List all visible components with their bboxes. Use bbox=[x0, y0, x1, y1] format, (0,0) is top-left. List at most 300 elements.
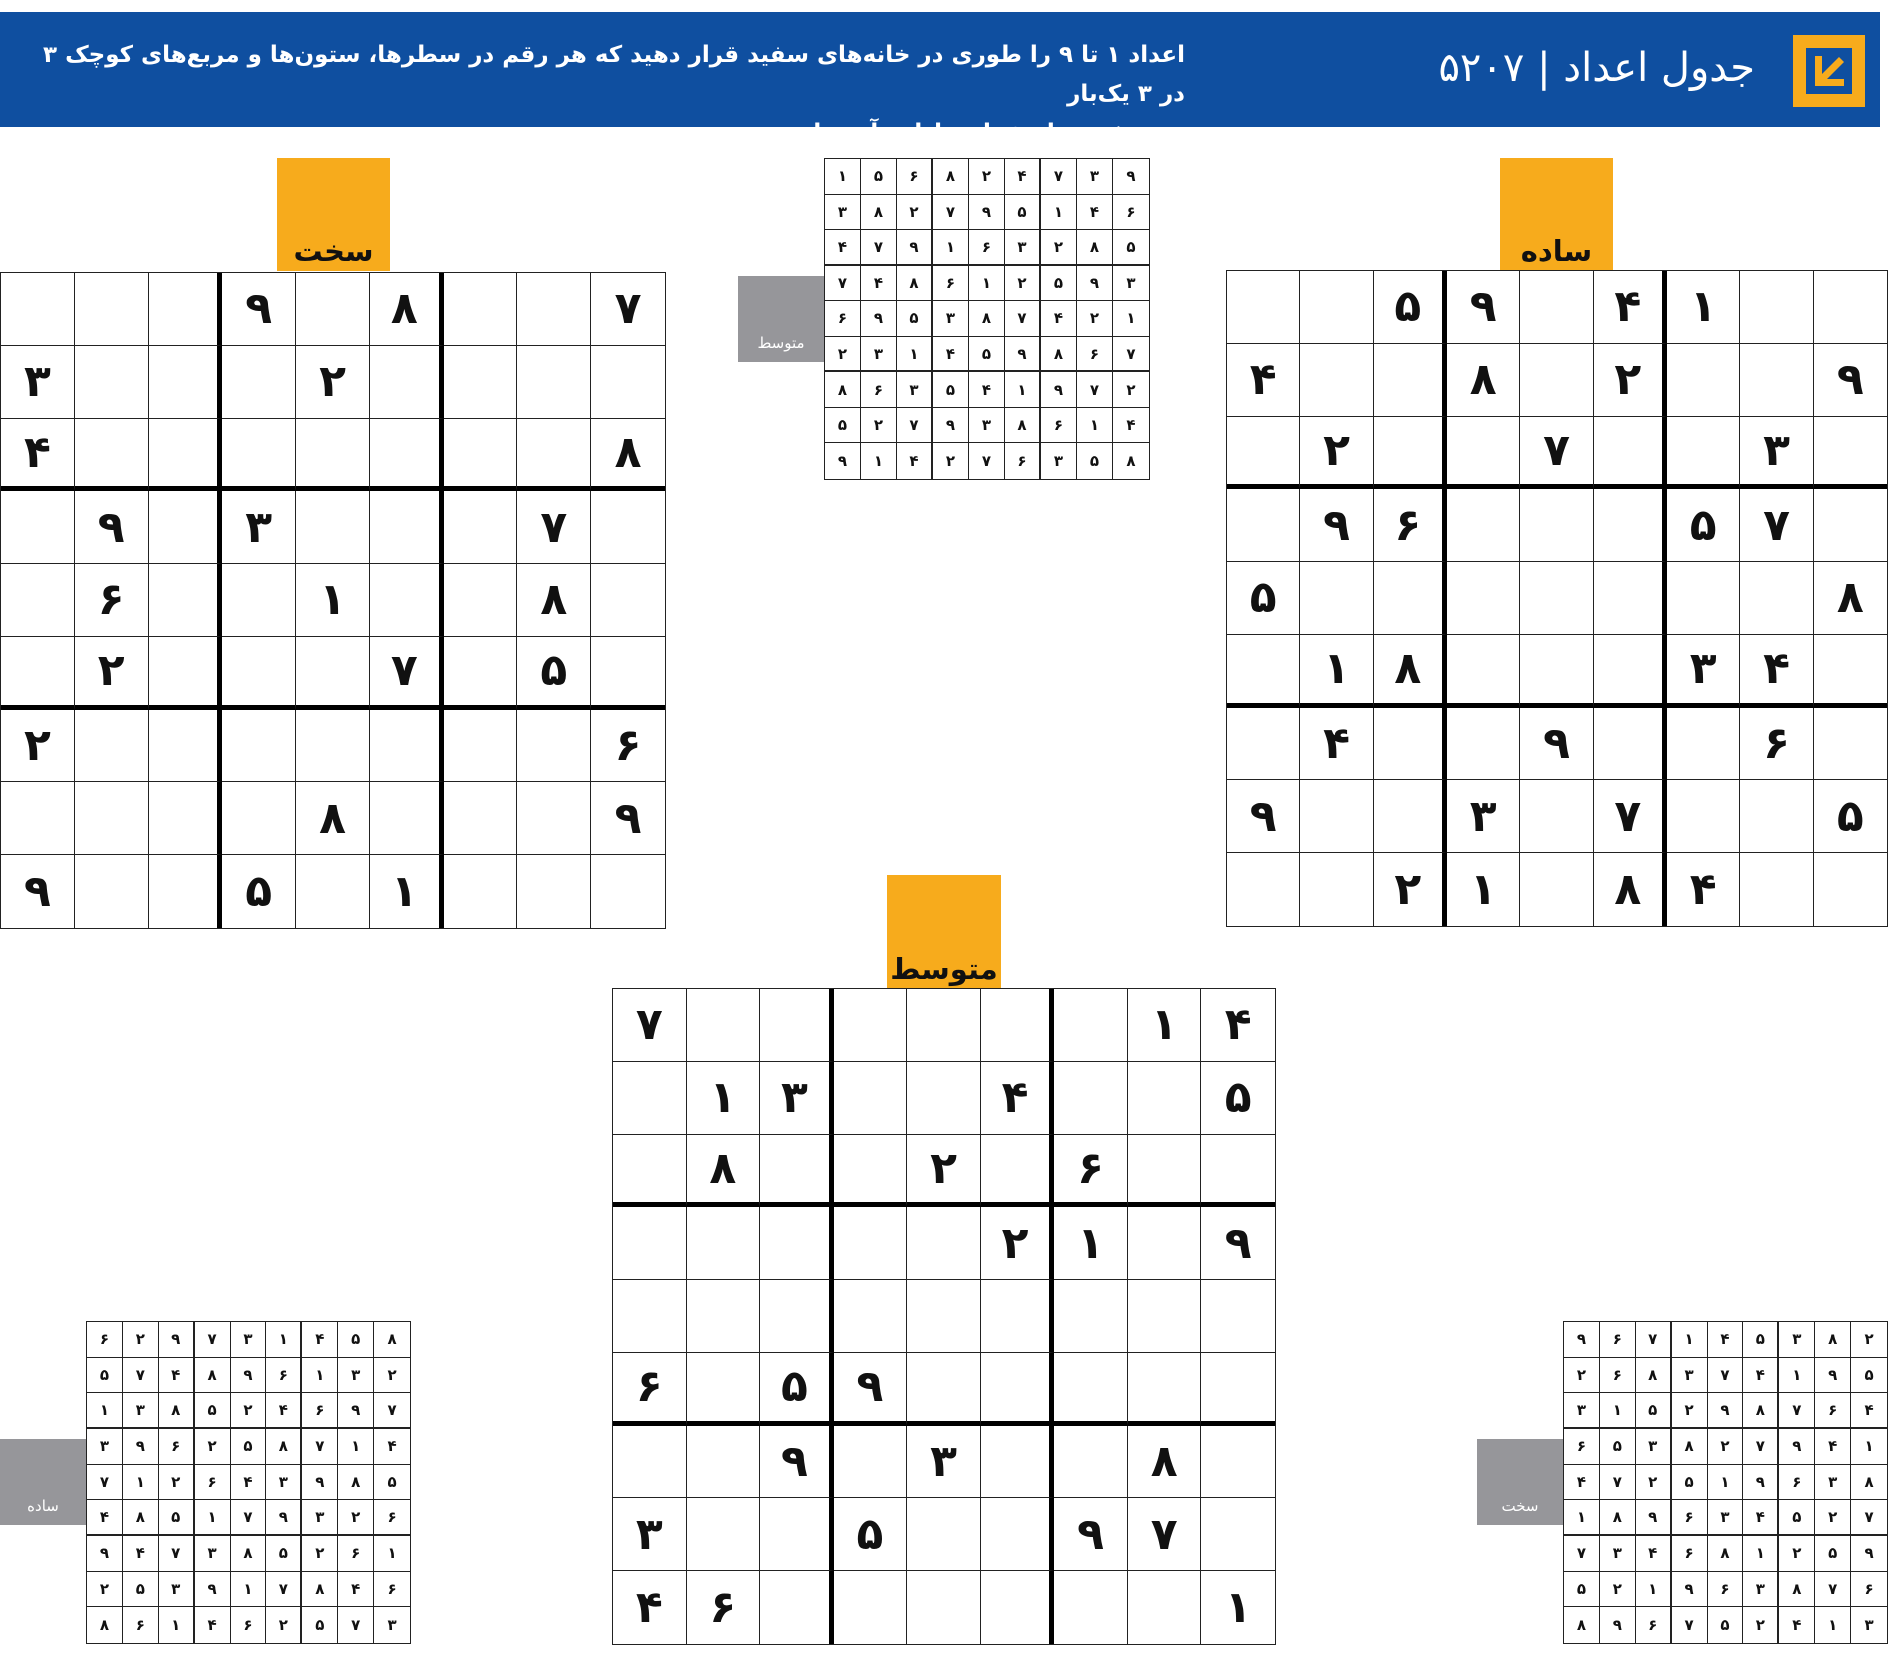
cell[interactable] bbox=[1227, 853, 1300, 926]
cell[interactable] bbox=[1300, 780, 1373, 853]
cell[interactable]: ۹ bbox=[1447, 271, 1520, 344]
cell[interactable] bbox=[1520, 635, 1593, 708]
cell[interactable]: ۷ bbox=[517, 491, 591, 564]
cell[interactable]: ۷ bbox=[370, 637, 444, 710]
cell[interactable] bbox=[1128, 1571, 1202, 1644]
cell[interactable] bbox=[1128, 1135, 1202, 1208]
cell[interactable]: ۲ bbox=[1594, 344, 1667, 417]
cell[interactable] bbox=[1667, 708, 1740, 781]
cell[interactable]: ۶ bbox=[613, 1353, 687, 1426]
cell[interactable]: ۶ bbox=[75, 564, 149, 637]
cell[interactable] bbox=[149, 346, 223, 419]
cell[interactable]: ۸ bbox=[1374, 635, 1447, 708]
cell: ۴ bbox=[897, 443, 933, 479]
cell: ۶ bbox=[159, 1429, 195, 1465]
cell[interactable] bbox=[1740, 853, 1813, 926]
cell[interactable]: ۳ bbox=[907, 1426, 981, 1499]
cell[interactable] bbox=[370, 782, 444, 855]
cell: ۳ bbox=[1077, 159, 1113, 195]
cell[interactable]: ۸ bbox=[370, 273, 444, 346]
cell[interactable] bbox=[1054, 1426, 1128, 1499]
cell[interactable] bbox=[1, 491, 75, 564]
cell[interactable] bbox=[370, 710, 444, 783]
cell[interactable]: ۹ bbox=[1227, 780, 1300, 853]
cell[interactable]: ۲ bbox=[75, 637, 149, 710]
cell: ۵ bbox=[374, 1465, 410, 1501]
cell[interactable]: ۳ bbox=[1740, 417, 1813, 490]
cell[interactable] bbox=[981, 989, 1055, 1062]
cell[interactable]: ۴ bbox=[1, 419, 75, 492]
cell[interactable] bbox=[444, 273, 518, 346]
cell[interactable]: ۹ bbox=[1300, 489, 1373, 562]
cell[interactable] bbox=[149, 855, 223, 928]
cell[interactable] bbox=[1740, 271, 1813, 344]
cell[interactable] bbox=[517, 782, 591, 855]
cell[interactable] bbox=[296, 491, 370, 564]
cell[interactable] bbox=[1128, 1280, 1202, 1353]
cell[interactable] bbox=[834, 1062, 908, 1135]
cell[interactable]: ۷ bbox=[1740, 489, 1813, 562]
cell[interactable] bbox=[1128, 1207, 1202, 1280]
cell[interactable]: ۱ bbox=[1667, 271, 1740, 344]
cell[interactable] bbox=[981, 1426, 1055, 1499]
cell: ۵ bbox=[1564, 1572, 1600, 1608]
cell[interactable] bbox=[907, 1353, 981, 1426]
cell[interactable] bbox=[1814, 417, 1887, 490]
cell[interactable]: ۶ bbox=[1374, 489, 1447, 562]
cell: ۳ bbox=[1636, 1429, 1672, 1465]
cell[interactable] bbox=[907, 989, 981, 1062]
cell[interactable] bbox=[517, 419, 591, 492]
cell[interactable]: ۱ bbox=[1128, 989, 1202, 1062]
cell[interactable] bbox=[1054, 1571, 1128, 1644]
cell: ۵ bbox=[1851, 1358, 1887, 1394]
cell[interactable] bbox=[149, 710, 223, 783]
cell[interactable]: ۴ bbox=[1227, 344, 1300, 417]
cell[interactable]: ۴ bbox=[1740, 635, 1813, 708]
cell[interactable]: ۲ bbox=[1374, 853, 1447, 926]
cell[interactable] bbox=[149, 419, 223, 492]
cell[interactable] bbox=[1374, 562, 1447, 635]
cell: ۶ bbox=[231, 1607, 267, 1643]
cell[interactable]: ۲ bbox=[907, 1135, 981, 1208]
cell[interactable]: ۴ bbox=[1594, 271, 1667, 344]
cell[interactable] bbox=[981, 1498, 1055, 1571]
cell[interactable]: ۲ bbox=[1, 710, 75, 783]
cell: ۹ bbox=[1672, 1572, 1708, 1608]
cell[interactable] bbox=[613, 1135, 687, 1208]
cell: ۵ bbox=[1005, 195, 1041, 231]
cell[interactable] bbox=[613, 1062, 687, 1135]
cell: ۸ bbox=[825, 372, 861, 408]
cell[interactable]: ۷ bbox=[591, 273, 665, 346]
cell[interactable] bbox=[1740, 344, 1813, 417]
cell[interactable]: ۵ bbox=[1201, 1062, 1275, 1135]
cell[interactable] bbox=[687, 1280, 761, 1353]
cell: ۴ bbox=[1564, 1465, 1600, 1501]
cell[interactable] bbox=[1, 637, 75, 710]
cell[interactable]: ۸ bbox=[517, 564, 591, 637]
cell[interactable] bbox=[687, 1353, 761, 1426]
cell[interactable] bbox=[1740, 780, 1813, 853]
cell[interactable] bbox=[149, 637, 223, 710]
cell[interactable] bbox=[1054, 1353, 1128, 1426]
cell: ۵ bbox=[1113, 230, 1149, 266]
cell: ۴ bbox=[159, 1358, 195, 1394]
cell[interactable] bbox=[444, 491, 518, 564]
cell[interactable] bbox=[296, 637, 370, 710]
cell[interactable]: ۱ bbox=[1447, 853, 1520, 926]
cell[interactable]: ۹ bbox=[1054, 1498, 1128, 1571]
cell[interactable]: ۹ bbox=[1814, 344, 1887, 417]
cell: ۶ bbox=[266, 1358, 302, 1394]
cell: ۲ bbox=[374, 1358, 410, 1394]
solution-medium bbox=[824, 158, 1150, 480]
cell[interactable]: ۹ bbox=[1520, 708, 1593, 781]
solution-easy bbox=[86, 1321, 411, 1644]
cell[interactable]: ۸ bbox=[1594, 853, 1667, 926]
cell[interactable] bbox=[1201, 1280, 1275, 1353]
cell[interactable] bbox=[149, 782, 223, 855]
cell[interactable] bbox=[1447, 489, 1520, 562]
cell[interactable] bbox=[296, 273, 370, 346]
cell[interactable]: ۳ bbox=[1447, 780, 1520, 853]
cell[interactable] bbox=[981, 1135, 1055, 1208]
cell[interactable]: ۳ bbox=[760, 1062, 834, 1135]
cell[interactable] bbox=[1814, 635, 1887, 708]
cell[interactable] bbox=[591, 346, 665, 419]
cell[interactable]: ۸ bbox=[1814, 562, 1887, 635]
cell[interactable] bbox=[1300, 562, 1373, 635]
cell[interactable]: ۴ bbox=[613, 1571, 687, 1644]
cell[interactable] bbox=[1300, 344, 1373, 417]
cell[interactable] bbox=[75, 419, 149, 492]
cell[interactable] bbox=[981, 1353, 1055, 1426]
cell[interactable] bbox=[760, 1207, 834, 1280]
cell[interactable] bbox=[1520, 271, 1593, 344]
cell[interactable] bbox=[444, 564, 518, 637]
cell[interactable] bbox=[1667, 417, 1740, 490]
cell[interactable]: ۴ bbox=[1300, 708, 1373, 781]
cell[interactable] bbox=[222, 637, 296, 710]
cell[interactable] bbox=[1447, 562, 1520, 635]
cell[interactable]: ۳ bbox=[613, 1498, 687, 1571]
cell[interactable]: ۴ bbox=[1667, 853, 1740, 926]
cell[interactable] bbox=[1594, 489, 1667, 562]
cell[interactable] bbox=[444, 419, 518, 492]
cell[interactable] bbox=[760, 1135, 834, 1208]
cell[interactable] bbox=[1054, 1280, 1128, 1353]
cell[interactable] bbox=[1667, 344, 1740, 417]
cell[interactable] bbox=[981, 1280, 1055, 1353]
cell[interactable] bbox=[760, 1280, 834, 1353]
cell[interactable] bbox=[370, 419, 444, 492]
cell[interactable]: ۵ bbox=[1667, 489, 1740, 562]
cell[interactable] bbox=[907, 1571, 981, 1644]
cell[interactable] bbox=[444, 637, 518, 710]
cell[interactable] bbox=[149, 564, 223, 637]
cell[interactable] bbox=[981, 1571, 1055, 1644]
cell[interactable]: ۵ bbox=[517, 637, 591, 710]
cell[interactable]: ۸ bbox=[1128, 1426, 1202, 1499]
cell[interactable]: ۸ bbox=[591, 419, 665, 492]
cell[interactable] bbox=[907, 1280, 981, 1353]
cell[interactable] bbox=[760, 989, 834, 1062]
cell[interactable]: ۹ bbox=[591, 782, 665, 855]
cell[interactable]: ۹ bbox=[1, 855, 75, 928]
cell[interactable]: ۵ bbox=[1374, 271, 1447, 344]
cell[interactable] bbox=[75, 855, 149, 928]
cell[interactable]: ۹ bbox=[222, 273, 296, 346]
cell[interactable] bbox=[760, 1498, 834, 1571]
cell[interactable]: ۹ bbox=[834, 1353, 908, 1426]
cell[interactable]: ۲ bbox=[296, 346, 370, 419]
cell[interactable] bbox=[149, 491, 223, 564]
cell[interactable] bbox=[591, 491, 665, 564]
cell[interactable] bbox=[1520, 562, 1593, 635]
cell: ۹ bbox=[266, 1500, 302, 1536]
cell[interactable] bbox=[75, 346, 149, 419]
cell[interactable] bbox=[613, 1280, 687, 1353]
cell[interactable]: ۹ bbox=[1201, 1207, 1275, 1280]
cell[interactable] bbox=[1227, 489, 1300, 562]
cell: ۲ bbox=[87, 1572, 123, 1608]
cell[interactable] bbox=[613, 1207, 687, 1280]
cell[interactable]: ۲ bbox=[981, 1207, 1055, 1280]
cell[interactable]: ۱ bbox=[370, 855, 444, 928]
cell: ۸ bbox=[1672, 1429, 1708, 1465]
cell[interactable] bbox=[1374, 780, 1447, 853]
cell: ۲ bbox=[231, 1393, 267, 1429]
cell: ۸ bbox=[969, 301, 1005, 337]
cell: ۵ bbox=[195, 1393, 231, 1429]
cell[interactable]: ۳ bbox=[1667, 635, 1740, 708]
cell[interactable] bbox=[1054, 1062, 1128, 1135]
cell: ۱ bbox=[1041, 195, 1077, 231]
cell[interactable]: ۶ bbox=[1740, 708, 1813, 781]
cell[interactable] bbox=[907, 1498, 981, 1571]
cell[interactable] bbox=[1447, 635, 1520, 708]
cell: ۶ bbox=[825, 301, 861, 337]
cell[interactable] bbox=[1201, 1135, 1275, 1208]
cell[interactable] bbox=[834, 989, 908, 1062]
cell[interactable] bbox=[834, 1571, 908, 1644]
cell: ۳ bbox=[302, 1500, 338, 1536]
cell[interactable] bbox=[370, 491, 444, 564]
cell[interactable]: ۲ bbox=[1300, 417, 1373, 490]
cell[interactable]: ۱ bbox=[1054, 1207, 1128, 1280]
cell[interactable] bbox=[1374, 344, 1447, 417]
header-bar bbox=[0, 12, 1880, 146]
cell[interactable] bbox=[1300, 271, 1373, 344]
cell: ۶ bbox=[1636, 1607, 1672, 1643]
cell: ۷ bbox=[374, 1393, 410, 1429]
cell[interactable]: ۷ bbox=[1520, 417, 1593, 490]
cell[interactable] bbox=[1227, 708, 1300, 781]
cell: ۳ bbox=[1779, 1322, 1815, 1358]
cell[interactable]: ۵ bbox=[1227, 562, 1300, 635]
cell[interactable] bbox=[149, 273, 223, 346]
cell[interactable]: ۶ bbox=[591, 710, 665, 783]
cell[interactable] bbox=[907, 1062, 981, 1135]
cell: ۷ bbox=[1743, 1429, 1779, 1465]
cell[interactable] bbox=[1201, 1353, 1275, 1426]
cell[interactable]: ۵ bbox=[222, 855, 296, 928]
cell[interactable]: ۹ bbox=[760, 1426, 834, 1499]
cell: ۳ bbox=[87, 1429, 123, 1465]
cell[interactable] bbox=[222, 782, 296, 855]
cell[interactable]: ۱ bbox=[1224, 1582, 1252, 1634]
cell[interactable] bbox=[907, 1207, 981, 1280]
cell[interactable]: ۳ bbox=[1, 346, 75, 419]
cell[interactable] bbox=[1201, 1498, 1275, 1571]
cell[interactable] bbox=[1520, 853, 1593, 926]
cell[interactable]: ۱ bbox=[296, 564, 370, 637]
cell: ۱ bbox=[1113, 301, 1149, 337]
cell[interactable] bbox=[444, 855, 518, 928]
cell: ۲ bbox=[338, 1500, 374, 1536]
cell: ۸ bbox=[1708, 1536, 1744, 1572]
cell[interactable] bbox=[834, 1426, 908, 1499]
cell[interactable] bbox=[1374, 708, 1447, 781]
cell[interactable]: ۵ bbox=[834, 1498, 908, 1571]
cell[interactable] bbox=[1520, 489, 1593, 562]
cell[interactable] bbox=[1227, 271, 1300, 344]
cell[interactable]: ۵ bbox=[760, 1353, 834, 1426]
cell[interactable] bbox=[1, 782, 75, 855]
cell[interactable]: ۴ bbox=[981, 1062, 1055, 1135]
cell[interactable] bbox=[444, 710, 518, 783]
cell[interactable] bbox=[1, 564, 75, 637]
cell[interactable] bbox=[1740, 562, 1813, 635]
cell: ۲ bbox=[1779, 1536, 1815, 1572]
cell[interactable] bbox=[222, 346, 296, 419]
cell[interactable]: ۸ bbox=[296, 782, 370, 855]
cell[interactable] bbox=[1520, 344, 1593, 417]
cell: ۶ bbox=[87, 1322, 123, 1358]
cell[interactable]: ۷ bbox=[1594, 780, 1667, 853]
cell[interactable] bbox=[1374, 417, 1447, 490]
cell[interactable] bbox=[1520, 780, 1593, 853]
cell[interactable] bbox=[834, 1280, 908, 1353]
cell[interactable] bbox=[370, 564, 444, 637]
cell[interactable] bbox=[1447, 708, 1520, 781]
cell[interactable] bbox=[1594, 708, 1667, 781]
cell: ۹ bbox=[1005, 337, 1041, 373]
cell[interactable] bbox=[687, 1498, 761, 1571]
cell: ۲ bbox=[1636, 1465, 1672, 1501]
cell[interactable] bbox=[75, 782, 149, 855]
cell[interactable] bbox=[1128, 1062, 1202, 1135]
cell[interactable] bbox=[517, 710, 591, 783]
cell: ۳ bbox=[897, 372, 933, 408]
cell[interactable] bbox=[1594, 635, 1667, 708]
cell[interactable] bbox=[444, 782, 518, 855]
cell: ۱ bbox=[1743, 1536, 1779, 1572]
cell[interactable] bbox=[296, 419, 370, 492]
cell[interactable] bbox=[591, 564, 665, 637]
cell[interactable] bbox=[1054, 989, 1128, 1062]
cell[interactable] bbox=[687, 1426, 761, 1499]
cell[interactable] bbox=[75, 273, 149, 346]
cell[interactable] bbox=[517, 273, 591, 346]
cell[interactable] bbox=[613, 1426, 687, 1499]
cell: ۴ bbox=[1779, 1607, 1815, 1643]
cell[interactable] bbox=[1814, 708, 1887, 781]
cell: ۳ bbox=[1743, 1572, 1779, 1608]
cell[interactable] bbox=[1667, 562, 1740, 635]
cell[interactable] bbox=[1814, 853, 1887, 926]
cell[interactable] bbox=[1667, 780, 1740, 853]
cell[interactable]: ۶ bbox=[687, 1571, 761, 1644]
cell[interactable] bbox=[1447, 417, 1520, 490]
cell: ۸ bbox=[1041, 337, 1077, 373]
cell[interactable] bbox=[222, 710, 296, 783]
cell[interactable] bbox=[834, 1135, 908, 1208]
cell: ۳ bbox=[1041, 443, 1077, 479]
cell: ۱ bbox=[159, 1607, 195, 1643]
cell[interactable] bbox=[687, 1207, 761, 1280]
cell[interactable] bbox=[296, 855, 370, 928]
cell[interactable] bbox=[296, 710, 370, 783]
cell[interactable] bbox=[1814, 489, 1887, 562]
cell[interactable]: ۸ bbox=[687, 1135, 761, 1208]
cell: ۴ bbox=[1851, 1393, 1887, 1429]
cell[interactable]: ۴ bbox=[1201, 989, 1275, 1062]
cell[interactable] bbox=[1300, 853, 1373, 926]
cell[interactable]: ۱ bbox=[1300, 635, 1373, 708]
cell[interactable] bbox=[1, 273, 75, 346]
cell[interactable]: ۷ bbox=[613, 989, 687, 1062]
cell[interactable] bbox=[222, 419, 296, 492]
cell[interactable]: ۸ bbox=[1447, 344, 1520, 417]
cell[interactable] bbox=[222, 564, 296, 637]
cell: ۲ bbox=[302, 1536, 338, 1572]
cell[interactable] bbox=[591, 855, 665, 928]
cell: ۳ bbox=[1708, 1500, 1744, 1536]
cell[interactable]: ۶ bbox=[1054, 1135, 1128, 1208]
cell[interactable] bbox=[517, 346, 591, 419]
cell[interactable]: ۱ bbox=[687, 1062, 761, 1135]
cell[interactable] bbox=[1227, 417, 1300, 490]
cell[interactable] bbox=[1128, 1353, 1202, 1426]
cell[interactable] bbox=[517, 855, 591, 928]
cell[interactable]: ۷ bbox=[1128, 1498, 1202, 1571]
cell[interactable] bbox=[444, 346, 518, 419]
cell[interactable] bbox=[834, 1207, 908, 1280]
cell[interactable] bbox=[75, 710, 149, 783]
cell[interactable] bbox=[1201, 1426, 1275, 1499]
cell[interactable]: ۹ bbox=[75, 491, 149, 564]
cell: ۲ bbox=[1851, 1322, 1887, 1358]
cell: ۴ bbox=[338, 1572, 374, 1608]
cell: ۵ bbox=[1600, 1429, 1636, 1465]
cell[interactable] bbox=[1814, 271, 1887, 344]
cell[interactable] bbox=[591, 637, 665, 710]
cell[interactable]: ۵ bbox=[1814, 780, 1887, 853]
sudoku-medium bbox=[612, 988, 1276, 1645]
cell[interactable] bbox=[760, 1571, 834, 1644]
cell[interactable] bbox=[1594, 562, 1667, 635]
cell: ۳ bbox=[387, 1616, 397, 1635]
cell: ۳ bbox=[825, 195, 861, 231]
cell[interactable] bbox=[1227, 635, 1300, 708]
cell[interactable] bbox=[687, 989, 761, 1062]
cell: ۱ bbox=[87, 1393, 123, 1429]
cell[interactable] bbox=[1594, 417, 1667, 490]
cell[interactable]: ۳ bbox=[222, 491, 296, 564]
cell[interactable] bbox=[370, 346, 444, 419]
